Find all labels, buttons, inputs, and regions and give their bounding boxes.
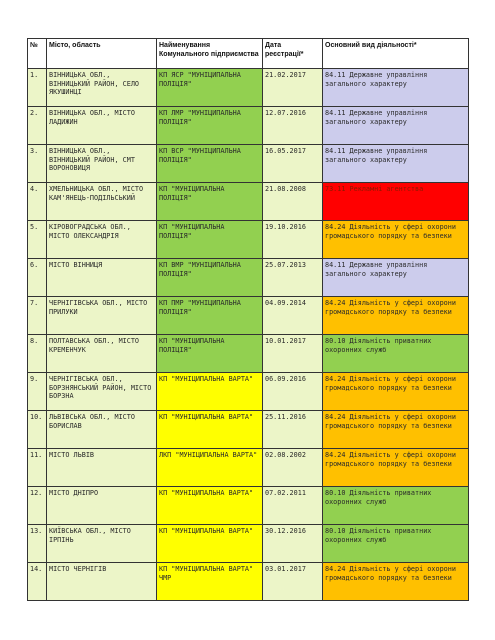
row-number: 8.	[28, 335, 47, 373]
row-number: 9.	[28, 373, 47, 411]
table-row	[28, 259, 469, 297]
row-city: ЧЕРНІГІВСЬКА ОБЛ., БОРЗНЯНСЬКИЙ РАЙОН, МІСТО БОРЗНА	[47, 373, 157, 411]
row-city: МІСТО ВІННИЦЯ	[47, 259, 157, 297]
table-row	[28, 449, 469, 487]
row-city: ВІННИЦЬКА ОБЛ., МІСТО ЛАДИЖИН	[47, 107, 157, 145]
row-registration-date: 25.11.2016	[263, 411, 323, 449]
row-enterprise-name: КП ЛМР "МУНІЦИПАЛЬНА ПОЛІЦІЯ"	[157, 107, 263, 145]
table-row	[28, 373, 469, 411]
row-registration-date: 10.01.2017	[263, 335, 323, 373]
row-enterprise-name: КП "МУНІЦИПАЛЬНА ПОЛІЦІЯ"	[157, 221, 263, 259]
table-row	[28, 563, 469, 601]
row-main-activity: 84.24 Діяльність у сфері охорони громадського порядку та безпеки	[323, 373, 469, 411]
row-registration-date: 30.12.2016	[263, 525, 323, 563]
row-main-activity: 84.11 Державне управління загального характеру	[323, 259, 469, 297]
row-enterprise-name: ЛКП "МУНІЦИПАЛЬНА ВАРТА"	[157, 449, 263, 487]
row-city: ХМЕЛЬНИЦЬКА ОБЛ., МІСТО КАМ'ЯНЕЦЬ-ПОДІЛЬСЬКИЙ	[47, 183, 157, 221]
table-row	[28, 145, 469, 183]
row-number: 7.	[28, 297, 47, 335]
header-main-activity: Основний вид діяльності*	[323, 39, 469, 69]
row-registration-date: 12.07.2016	[263, 107, 323, 145]
table-row	[28, 183, 469, 221]
row-registration-date: 21.02.2017	[263, 69, 323, 107]
table-row	[28, 335, 469, 373]
row-enterprise-name: КП "МУНІЦИПАЛЬНА ВАРТА"	[157, 373, 263, 411]
table-row	[28, 411, 469, 449]
header-registration-date: Дата реєстрації*	[263, 39, 323, 69]
header-number: №	[28, 39, 47, 69]
row-city: МІСТО ЛЬВІВ	[47, 449, 157, 487]
table-header-row	[28, 39, 469, 69]
row-main-activity: 84.11 Державне управління загального характеру	[323, 69, 469, 107]
row-city: КІРОВОГРАДСЬКА ОБЛ., МІСТО ОЛЕКСАНДРІЯ	[47, 221, 157, 259]
table-row	[28, 69, 469, 107]
table-row	[28, 525, 469, 563]
row-enterprise-name: КП "МУНІЦИПАЛЬНА ВАРТА"	[157, 525, 263, 563]
row-number: 5.	[28, 221, 47, 259]
row-enterprise-name: КП ЯСР "МУНІЦИПАЛЬНА ПОЛІЦІЯ"	[157, 69, 263, 107]
table-row	[28, 487, 469, 525]
row-enterprise-name: КП "МУНІЦИПАЛЬНА ПОЛІЦІЯ"	[157, 335, 263, 373]
row-enterprise-name: КП "МУНІЦИПАЛЬНА ВАРТА"	[157, 411, 263, 449]
row-main-activity: 80.10 Діяльність приватних охоронних служб	[323, 487, 469, 525]
row-main-activity: 84.24 Діяльність у сфері охорони громадського порядку та безпеки	[323, 297, 469, 335]
row-city: ЧЕРНІГІВСЬКА ОБЛ., МІСТО ПРИЛУКИ	[47, 297, 157, 335]
table-row	[28, 221, 469, 259]
row-number: 6.	[28, 259, 47, 297]
row-number: 2.	[28, 107, 47, 145]
row-city: КИЇВСЬКА ОБЛ., МІСТО ІРПІНЬ	[47, 525, 157, 563]
row-main-activity: 80.10 Діяльність приватних охоронних служб	[323, 335, 469, 373]
row-number: 12.	[28, 487, 47, 525]
row-enterprise-name: КП ПМР "МУНІЦИПАЛЬНА ПОЛІЦІЯ"	[157, 297, 263, 335]
row-city: ВІННИЦЬКА ОБЛ., ВІННИЦЬКИЙ РАЙОН, СЕЛО ЯКУШИНЦІ	[47, 69, 157, 107]
row-registration-date: 04.09.2014	[263, 297, 323, 335]
row-number: 3.	[28, 145, 47, 183]
row-enterprise-name: КП "МУНІЦИПАЛЬНА ПОЛІЦІЯ"	[157, 183, 263, 221]
registry-table	[27, 38, 469, 601]
row-number: 1.	[28, 69, 47, 107]
row-number: 11.	[28, 449, 47, 487]
row-registration-date: 19.10.2016	[263, 221, 323, 259]
row-main-activity: 73.11 Рекламні агентства	[323, 183, 469, 221]
header-city: Місто, область	[47, 39, 157, 69]
row-number: 14.	[28, 563, 47, 601]
table-row	[28, 107, 469, 145]
row-number: 13.	[28, 525, 47, 563]
row-enterprise-name: КП ВСР "МУНІЦИПАЛЬНА ПОЛІЦІЯ"	[157, 145, 263, 183]
row-main-activity: 80.10 Діяльність приватних охоронних служб	[323, 525, 469, 563]
row-main-activity: 84.24 Діяльність у сфері охорони громадського порядку та безпеки	[323, 411, 469, 449]
row-registration-date: 02.08.2002	[263, 449, 323, 487]
table-row	[28, 297, 469, 335]
row-main-activity: 84.11 Державне управління загального характеру	[323, 145, 469, 183]
row-city: МІСТО ЧЕРНІГІВ	[47, 563, 157, 601]
header-enterprise-name: Найменування Комунального підприємства	[157, 39, 263, 69]
row-enterprise-name: КП "МУНІЦИПАЛЬНА ВАРТА"	[157, 487, 263, 525]
row-enterprise-name: КП "МУНІЦИПАЛЬНА ВАРТА" ЧМР	[157, 563, 263, 601]
row-registration-date: 06.09.2016	[263, 373, 323, 411]
row-number: 10.	[28, 411, 47, 449]
row-city: ВІННИЦЬКА ОБЛ., ВІННИЦЬКИЙ РАЙОН, СМТ ВОРОНОВИЦЯ	[47, 145, 157, 183]
row-registration-date: 03.01.2017	[263, 563, 323, 601]
row-registration-date: 07.02.2011	[263, 487, 323, 525]
row-main-activity: 84.24 Діяльність у сфері охорони громадського порядку та безпеки	[323, 563, 469, 601]
row-main-activity: 84.11 Державне управління загального характеру	[323, 107, 469, 145]
row-registration-date: 25.07.2013	[263, 259, 323, 297]
row-number: 4.	[28, 183, 47, 221]
row-city: МІСТО ДНІПРО	[47, 487, 157, 525]
row-registration-date: 16.05.2017	[263, 145, 323, 183]
row-city: ЛЬВІВСЬКА ОБЛ., МІСТО БОРИСЛАВ	[47, 411, 157, 449]
row-registration-date: 21.08.2008	[263, 183, 323, 221]
row-city: ПОЛТАВСЬКА ОБЛ., МІСТО КРЕМЕНЧУК	[47, 335, 157, 373]
row-enterprise-name: КП ВМР "МУНІЦИПАЛЬНА ПОЛІЦІЯ"	[157, 259, 263, 297]
row-main-activity: 84.24 Діяльність у сфері охорони громадського порядку та безпеки	[323, 221, 469, 259]
row-main-activity: 84.24 Діяльність у сфері охорони громадського порядку та безпеки	[323, 449, 469, 487]
